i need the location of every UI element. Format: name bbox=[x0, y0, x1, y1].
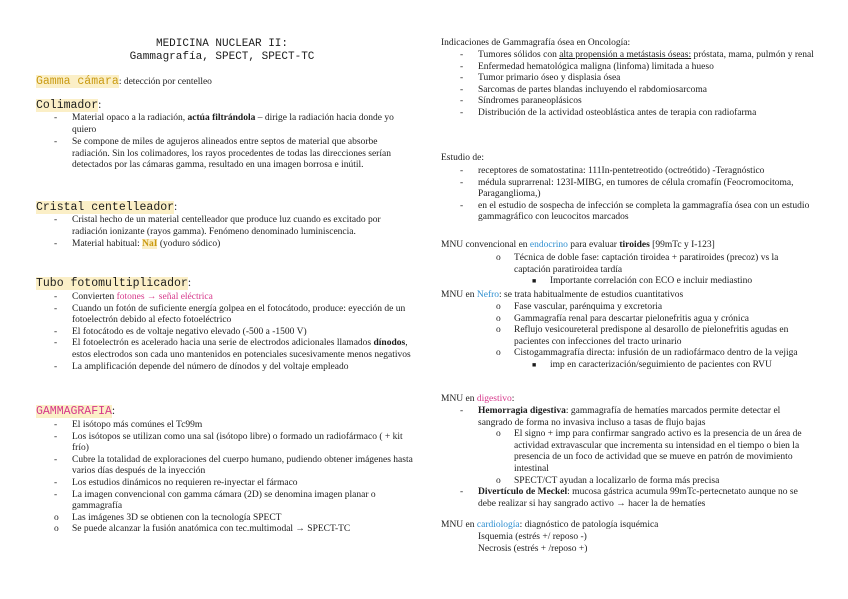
gammagrafia-heading bbox=[36, 405, 115, 418]
list-item: - Síndromes paraneoplásicos bbox=[460, 96, 582, 107]
gamma-camara-label: Gamma cámara bbox=[36, 75, 119, 88]
gamma-camara-heading bbox=[36, 75, 212, 89]
colimador-label: Colimador bbox=[36, 99, 99, 112]
list-item: - Convierten fotones → señal eléctrica bbox=[54, 292, 213, 302]
list-item: - Distribución de la actividad osteoblástica antes de terapia con radiofarma bbox=[460, 107, 757, 118]
list-item: o Las imágenes 3D se obtienen con la tecnología SPECT bbox=[54, 512, 282, 523]
tubo-label: Tubo fotomultiplicador bbox=[36, 277, 188, 290]
list-item: o Reflujo vesicoureteral predispone al desarollo de pielonefritis agudas en pacientes con infecciones del tracto urinario bbox=[496, 325, 789, 347]
cristal-label: Cristal centelleador bbox=[36, 201, 175, 214]
list-item: - Cuando un fotón de suficiente energía golpea en el fotocátodo, produce: eyección de un fotoelectrón debido al efecto fotoeléctrico bbox=[54, 303, 406, 326]
digestivo-heading: MNU en digestivo: bbox=[441, 394, 515, 404]
list-item: - La amplificación depende del número de dínodos y del voltaje empleado bbox=[54, 361, 349, 372]
list-item: o Se puede alcanzar la fusión anatómica con tec.multimodal → SPECT-TC bbox=[54, 524, 351, 535]
list-item: - Los isótopos se utilizan como una sal (isótopo libre) o formado un radiofármaco ( + kit frío) bbox=[54, 431, 403, 454]
list-item: - Enfermedad hematológica maligna (linfoma) limitada a hueso bbox=[460, 61, 714, 72]
gamma-camara-text: : detección por centelleo bbox=[118, 77, 212, 87]
page-title bbox=[36, 38, 408, 64]
list-item: - El fotoelectrón es acelerado hacia una serie de electrodos adicionales llamados dínodos, estos electrodos son cada uno mantenidos en potenciales sucesivamente menos negativos bbox=[54, 338, 411, 360]
list-item: o Fase vascular, parénquima y excretoria bbox=[496, 302, 663, 312]
title-line-1: MEDICINA NUCLEAR II: bbox=[155, 38, 289, 50]
tubo-heading bbox=[36, 277, 191, 290]
estudio-heading: Estudio de: bbox=[441, 153, 485, 163]
list-item: - Divertículo de Meckel: mucosa gástrica acumula 99mTc-pertecnetato aunque no se debe realizar si hay sangrado activo → hacer la de hematíes bbox=[460, 487, 798, 509]
cardiologia-heading: MNU en cardiología: diagnóstico de patología isquémica bbox=[441, 520, 659, 530]
list-item: - Sarcomas de partes blandas incluyendo el rabdomiosarcoma bbox=[460, 84, 707, 95]
colimador-heading bbox=[36, 99, 101, 112]
endocrino-heading: MNU convencional en endocrino para evaluar tiroides [99mTc y I-123] bbox=[441, 240, 715, 250]
list-item: - Hemorragia digestiva: gammagrafía de hematíes marcados permite detectar el sangrado de forma no invasiva incluso a tasas de flujo bajas bbox=[460, 406, 781, 428]
list-item: ■ imp en caracterización/seguimiento de pacientes con RVU bbox=[532, 359, 772, 370]
oncologia-list bbox=[460, 50, 814, 120]
list-item: - Los estudios dinámicos no requieren re-inyectar el fármaco bbox=[54, 477, 298, 488]
tubo-list bbox=[54, 292, 414, 373]
gammagrafia-label: GAMMAGRAFIA bbox=[36, 405, 112, 418]
list-item: ■ Importante correlación con ECO e incluir mediastino bbox=[532, 276, 753, 287]
colimador-list bbox=[54, 113, 414, 172]
list-item: o Gammagrafía renal para descartar pielonefritis agua y crónica bbox=[496, 313, 749, 324]
nefro-list bbox=[496, 302, 814, 372]
list-item: - La imagen convencional con gamma cámara (2D) se denomina imagen planar o gammagrafía bbox=[54, 489, 376, 512]
list-item: - Material opaco a la radiación, actúa filtrándola – dirige la radiación hacia donde yo quiero bbox=[54, 113, 394, 135]
digestivo-list bbox=[460, 406, 814, 510]
list-item: - Cubre la totalidad de exploraciones del cuerpo humano, pudiendo obtener imágenes hasta varios días después de la inyección bbox=[54, 454, 413, 477]
list-item: - Cristal hecho de un material centelleador que produce luz cuando es excitado por radiación ionizante (rayos gamma). Fenómeno denominado luminiscencia. bbox=[54, 215, 381, 237]
list-item: - El fotocátodo es de voltaje negativo elevado (-500 a -1500 V) bbox=[54, 326, 307, 337]
list-item: - Material habitual: NaI (yoduro sódico) bbox=[54, 239, 221, 250]
cardiologia-necrosis: Necrosis (estrés + /reposo +) bbox=[478, 544, 588, 554]
list-item: o SPECT/CT ayudan a localizarlo de forma más precisa bbox=[496, 475, 720, 486]
colimador-colon: : bbox=[98, 99, 102, 111]
cardiologia-isquemia: Isquemia (estrés +/ reposo -) bbox=[478, 532, 587, 542]
list-item: - El isótopo más comúnes el Tc99m bbox=[54, 420, 203, 430]
list-item: - Se compone de miles de agujeros alineados entre septos de material que absorbe radiación. Sin los colimadores, los rayos procedentes de todas las direcciones serían detectados por las cámaras gamma, resultado en una imagen borrosa e inútil. bbox=[54, 137, 391, 171]
list-item: - Tumor primario óseo y displasia ósea bbox=[460, 73, 621, 84]
list-item: - médula suprarrenal: 123I-MIBG, en tumores de célula cromafín (Feocromocitoma, Paraganglioma,) bbox=[460, 177, 794, 200]
list-item: - Tumores sólidos con alta propensión a metástasis óseas: próstata, mama, pulmón y renal bbox=[460, 50, 814, 60]
list-item: o El signo + imp para confirmar sangrado activo es la presencia de un área de actividad extravascular que incrementa su intensidad en el tiempo o bien la presencia de un foco de actividad que se mueve en patrón de movimiento intestinal bbox=[496, 429, 802, 474]
title-line-2: Gammagrafía, SPECT, SPECT-TC bbox=[129, 51, 315, 63]
list-item: o Técnica de doble fase: captación tiroidea + paratiroides (precoz) vs la captación paratiroidea tardía bbox=[496, 253, 779, 275]
list-item: - receptores de somatostatina: 111In-pentetreotido (octreótido) -Teragnóstico bbox=[460, 166, 765, 176]
cristal-list bbox=[54, 215, 414, 251]
cristal-heading bbox=[36, 201, 177, 214]
oncologia-heading: Indicaciones de Gammagrafía ósea en Oncología: bbox=[441, 38, 631, 48]
cristal-colon: : bbox=[174, 201, 178, 213]
list-item: - en el estudio de sospecha de infección se completa la gammagrafía ósea con un estudio gammagráfico con leucocitos marcados bbox=[460, 200, 810, 223]
gammagrafia-colon: : bbox=[111, 405, 116, 417]
tubo-colon: : bbox=[187, 277, 192, 289]
estudio-list bbox=[460, 166, 814, 224]
gammagrafia-list bbox=[54, 420, 414, 536]
endocrino-list bbox=[496, 253, 814, 288]
nefro-heading: MNU en Nefro: se trata habitualmente de estudios cuantitativos bbox=[441, 290, 684, 300]
list-item: o Cistogammagrafía directa: infusión de un radiofármaco dentro de la vejiga bbox=[496, 348, 798, 359]
